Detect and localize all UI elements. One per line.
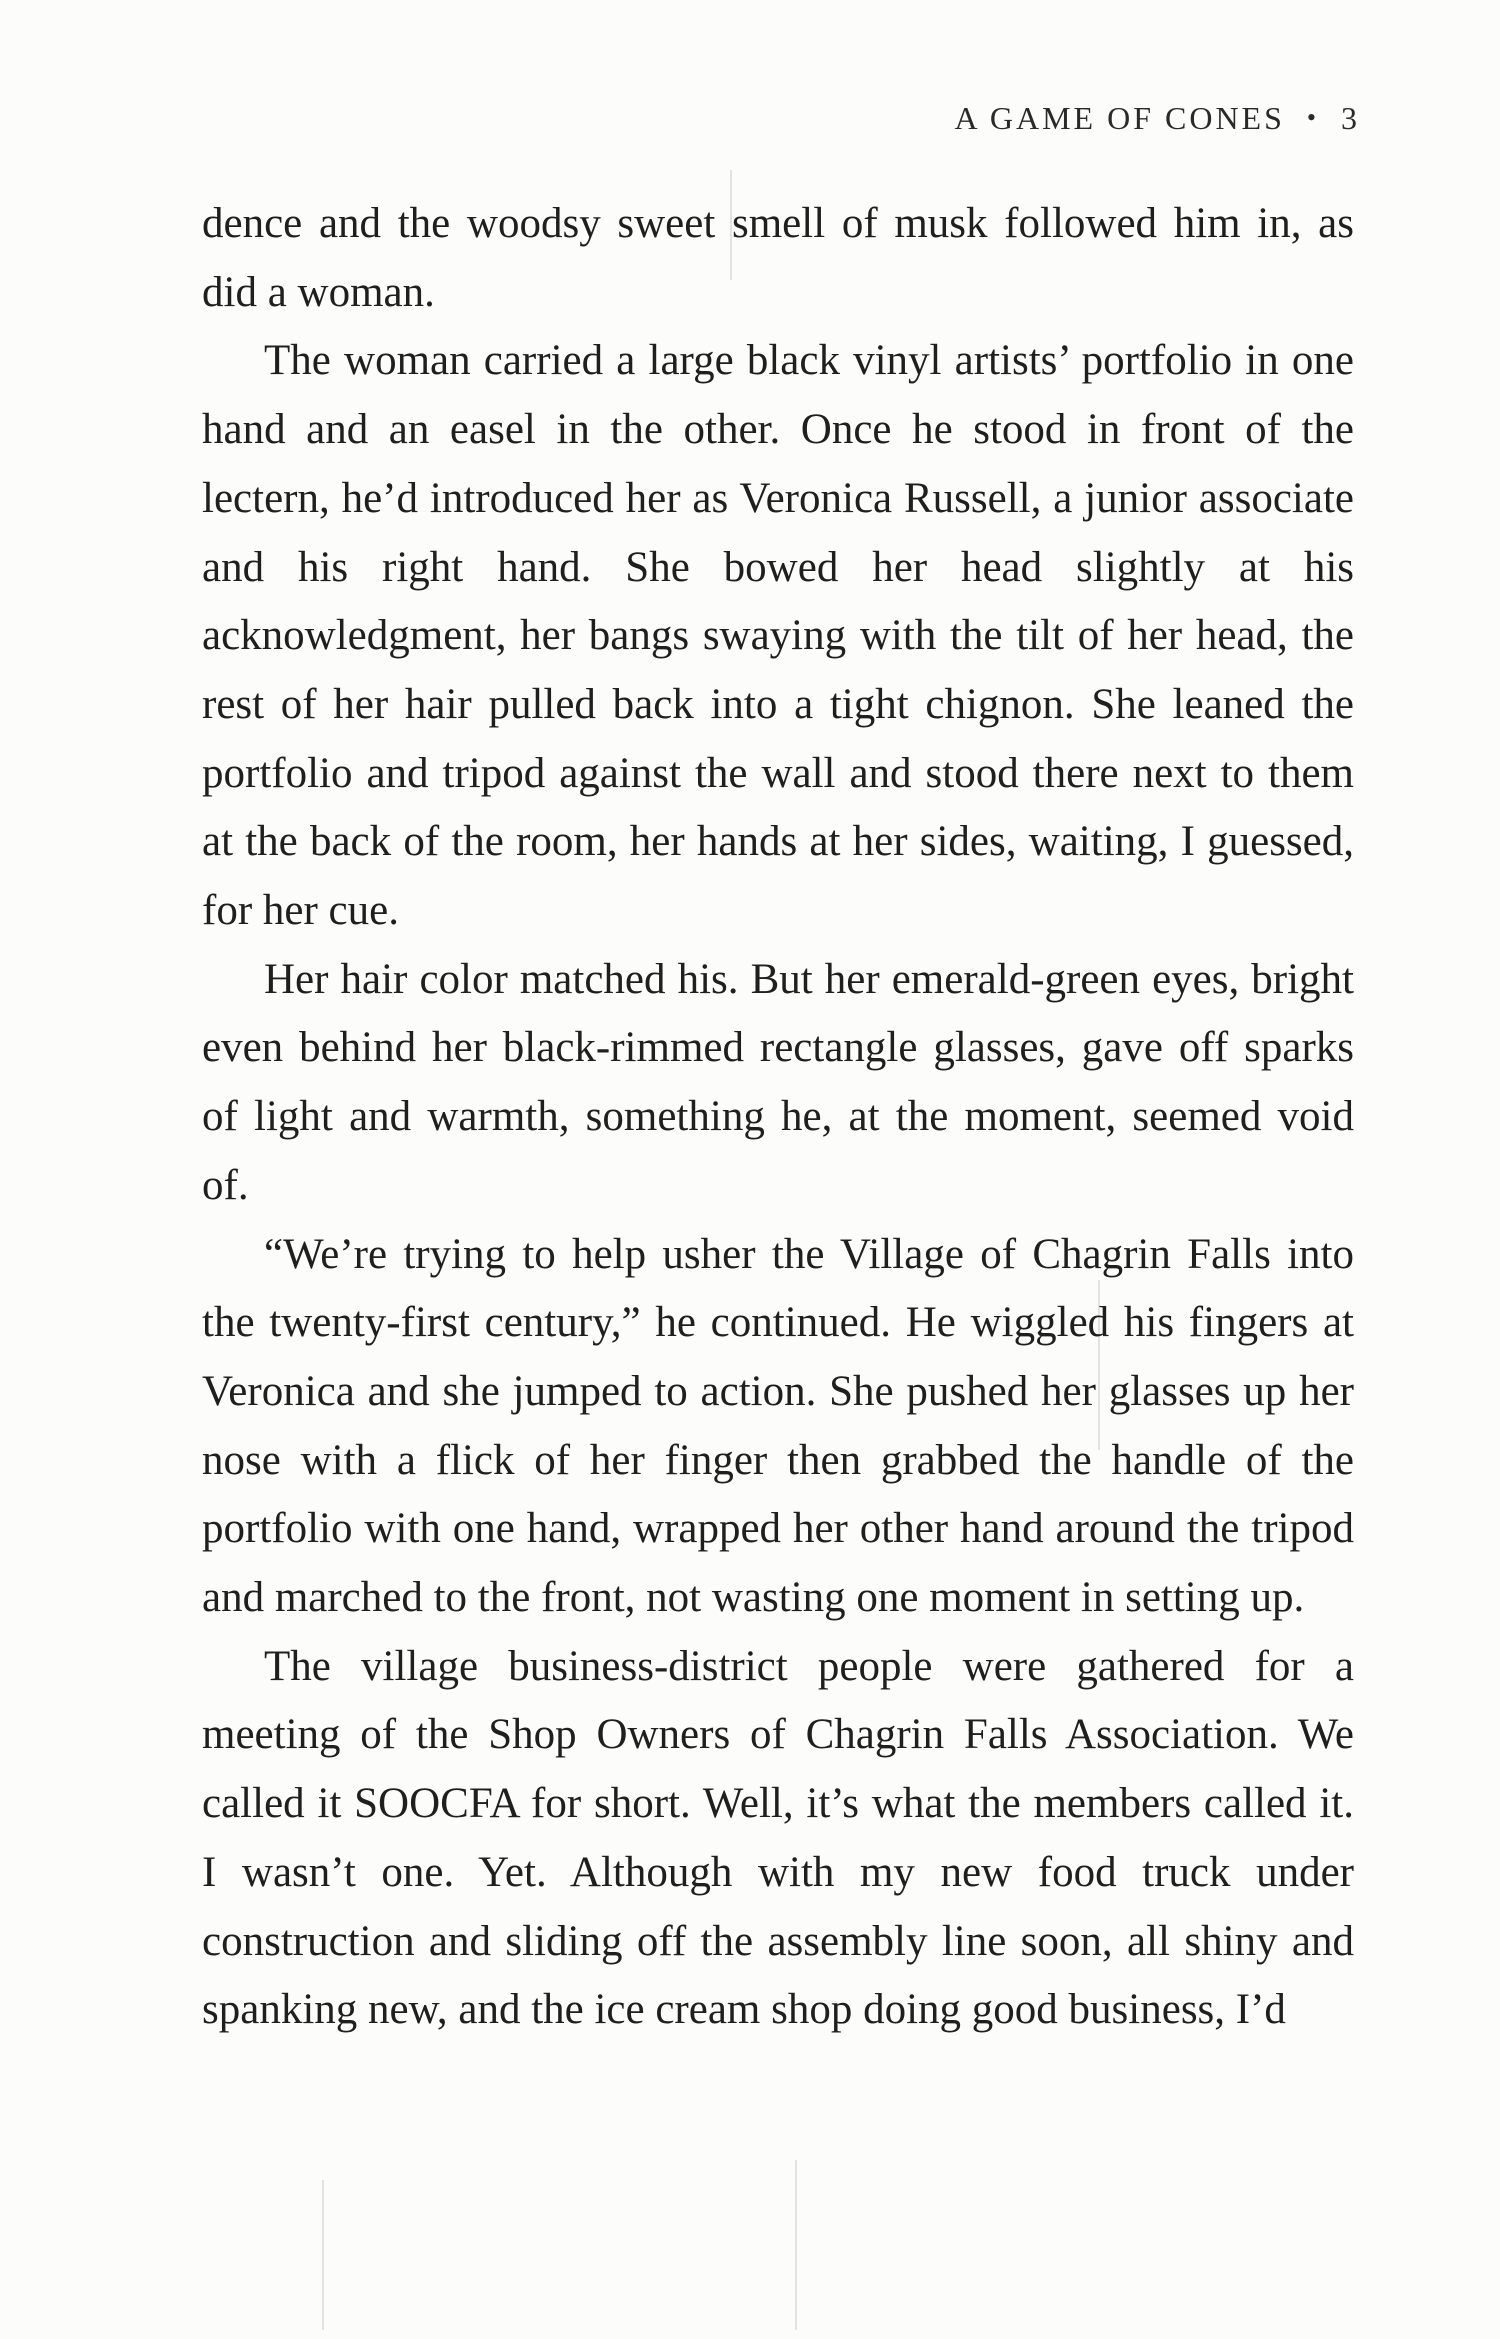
paragraph: “We’re trying to help usher the Village of Chagrin Falls into the twenty-first century,” he continued. He wiggled his fingers at Veronica and she jumped to action. She pushed her glasses up her nose with a flick of her finger then grabbed the handle of the portfolio with one hand, wrapped her other hand around the tripod and marched to the front, not wasting one moment in setting up. [202, 1230, 1354, 1622]
page-number: 3 [1341, 100, 1360, 136]
running-head [955, 100, 1360, 137]
paragraph: The village business-district people were gathered for a meeting of the Shop Owners of Chagrin Falls Association. We called it SOOCFA for short. Well, it’s what the members called it. I wasn’t one. Yet. Although with my new food truck under construction and sliding off the assembly line soon, all shiny and spanking new, and the ice cream shop doing good business, I’d [202, 1642, 1354, 2034]
paragraph: dence and the woodsy sweet smell of musk followed him in, as did a woman. [202, 200, 1354, 316]
book-title: A GAME OF CONES [954, 100, 1285, 136]
scan-artifact [322, 2180, 324, 2330]
scan-artifact [795, 2160, 797, 2330]
paragraph: Her hair color matched his. But her emerald-green eyes, bright even behind her black-rimmed rectangle glasses, gave off sparks of light and warmth, something he, at the moment, seemed void of. [202, 955, 1354, 1209]
paragraph: The woman carried a large black vinyl artists’ portfolio in one hand and an easel in the other. Once he stood in front of the lectern, he’d introduced her as Veronica Russell, a junior associate and his right hand. She bowed her head slightly at his acknowledgment, her bangs swaying with the tilt of her head, the rest of her hair pulled back into a tight chignon. She leaned the portfolio and tripod against the wall and stood there next to them at the back of the room, her hands at her sides, waiting, I guessed, for her cue. [202, 337, 1354, 935]
separator-bullet: • [1306, 103, 1319, 132]
body-text [202, 190, 1354, 2045]
